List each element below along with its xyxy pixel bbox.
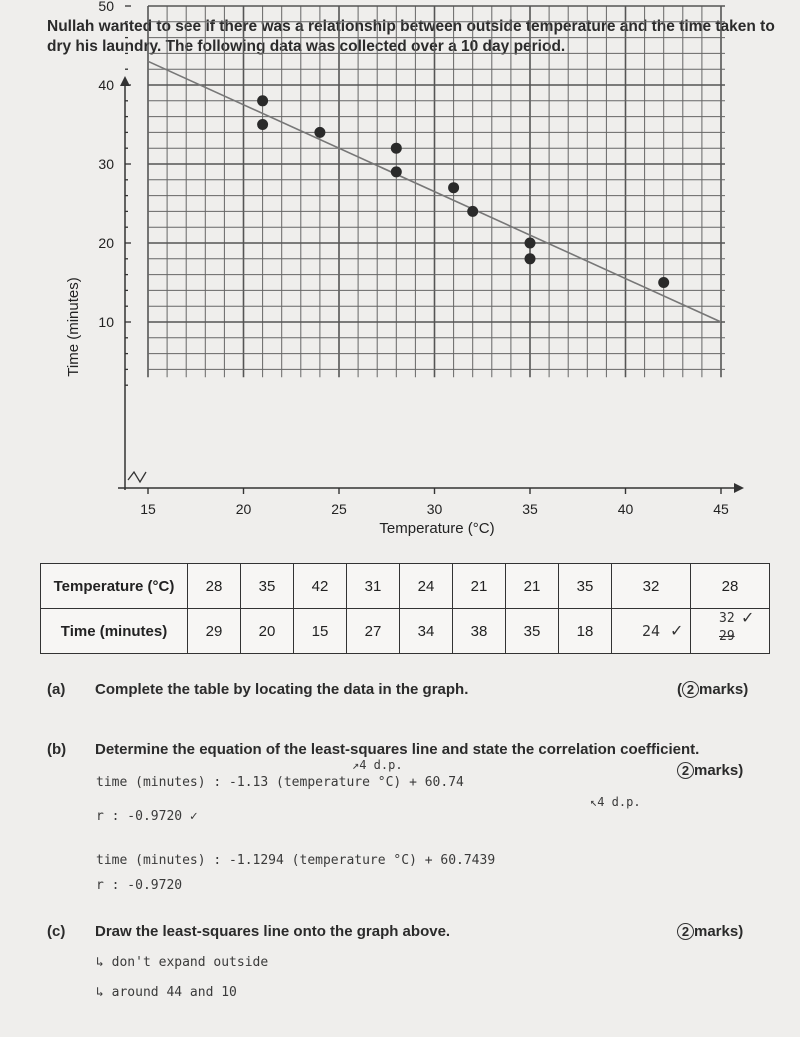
data-table: [40, 563, 770, 654]
handwritten-note: ↗4 d.p.: [352, 758, 403, 772]
question-c: [47, 923, 450, 940]
x-tick-label: 15: [140, 501, 156, 517]
question-a-label: (a): [47, 681, 66, 698]
handwritten-note: ↖4 d.p.: [590, 795, 641, 809]
question-c-label: (c): [47, 923, 66, 940]
x-tick-label: 45: [713, 501, 729, 517]
table-cell: 42: [294, 564, 347, 609]
data-point: [658, 277, 669, 288]
y-tick-label: 10: [98, 314, 114, 330]
marks-circle: 2: [682, 681, 699, 698]
table-cell: 18: [559, 609, 612, 654]
y-tick-label: 20: [98, 235, 114, 251]
temperature-header: Temperature (°C): [41, 564, 188, 609]
data-point: [525, 238, 536, 249]
axis-break: [128, 472, 146, 482]
x-axis-title: Temperature (°C): [379, 520, 495, 537]
handwritten-equation: time (minutes) : -1.13 (temperature °C) + 60.74: [96, 775, 464, 790]
x-tick-label: 20: [235, 501, 252, 517]
x-axis-arrow: [734, 483, 744, 493]
y-tick-label: 50: [98, 0, 114, 14]
table-cell: 15: [294, 609, 347, 654]
data-point: [467, 206, 478, 217]
table-cell: 20: [241, 609, 294, 654]
table-cell: 28: [188, 564, 241, 609]
struck-answer: 29: [719, 629, 735, 644]
table-cell: 27: [347, 609, 400, 654]
table-cell: 28: [691, 564, 770, 609]
question-a-text: Complete the table by locating the data in the graph.: [95, 681, 469, 698]
data-point: [448, 182, 459, 193]
time-row: [41, 609, 770, 654]
marks-text: marks): [694, 923, 744, 940]
handwritten-answer: 32: [719, 611, 735, 626]
handwritten-r: r : -0.9720 ✓: [96, 809, 198, 824]
marks-circle: 2: [677, 762, 694, 779]
table-cell: 31: [347, 564, 400, 609]
y-tick-label: 30: [98, 156, 114, 172]
question-b-text: Determine the equation of the least-squares line and state the correlation coefficient.: [95, 741, 700, 758]
x-tick-label: 25: [331, 501, 347, 517]
marks-text: marks): [699, 681, 749, 698]
table-cell-handwritten: [612, 609, 691, 654]
table-cell: 21: [506, 564, 559, 609]
question-b: [47, 741, 699, 758]
tick-icon: ✓: [741, 610, 755, 627]
y-tick-label: 40: [98, 77, 114, 93]
table-cell-handwritten: [691, 609, 770, 654]
handwritten-r: r : -0.9720: [96, 878, 183, 893]
question-c-text: Draw the least-squares line onto the graph above.: [95, 923, 451, 940]
handwritten-note: ↳ don't expand outside: [96, 955, 269, 970]
handwritten-note: ↳ around 44 and 10: [96, 985, 237, 1000]
time-header: Time (minutes): [41, 609, 188, 654]
chart-axes: [118, 76, 744, 493]
data-point: [257, 119, 268, 130]
table-cell: 35: [506, 609, 559, 654]
table-cell: 34: [400, 609, 453, 654]
question-c-marks: [677, 923, 743, 940]
table-cell: 35: [241, 564, 294, 609]
data-point: [525, 253, 536, 264]
x-tick-label: 30: [426, 501, 443, 517]
table-cell: 29: [188, 609, 241, 654]
table-cell: 38: [453, 609, 506, 654]
table-cell: 35: [559, 564, 612, 609]
table-cell: 32: [612, 564, 691, 609]
chart-grid: [148, 6, 725, 377]
handwritten-equation: time (minutes) : -1.1294 (temperature °C) + 60.7439: [96, 853, 496, 868]
x-tick-label: 35: [522, 501, 538, 517]
data-point: [257, 95, 268, 106]
x-tick-label: 40: [617, 501, 634, 517]
question-a-marks: ( 2 marks): [677, 681, 749, 698]
handwritten-answer: 24: [641, 622, 661, 640]
question-b-marks: [677, 762, 743, 779]
tick-icon: ✓: [670, 623, 684, 640]
question-b-label: (b): [47, 741, 67, 758]
marks-circle: 2: [677, 923, 694, 940]
table-cell: 21: [453, 564, 506, 609]
data-point: [391, 143, 402, 154]
temperature-row: [41, 564, 770, 609]
question-a: [47, 681, 468, 698]
intro-text: Nullah wanted to see if there was a relationship between outside temperature and the time taken to dry his laundry. The following data was collected over a 10 day period.: [47, 18, 775, 55]
data-point: [314, 127, 325, 138]
y-axis-title: Time (minutes): [65, 277, 82, 377]
marks-text: marks): [694, 762, 744, 779]
table-cell: 24: [400, 564, 453, 609]
data-point: [391, 166, 402, 177]
